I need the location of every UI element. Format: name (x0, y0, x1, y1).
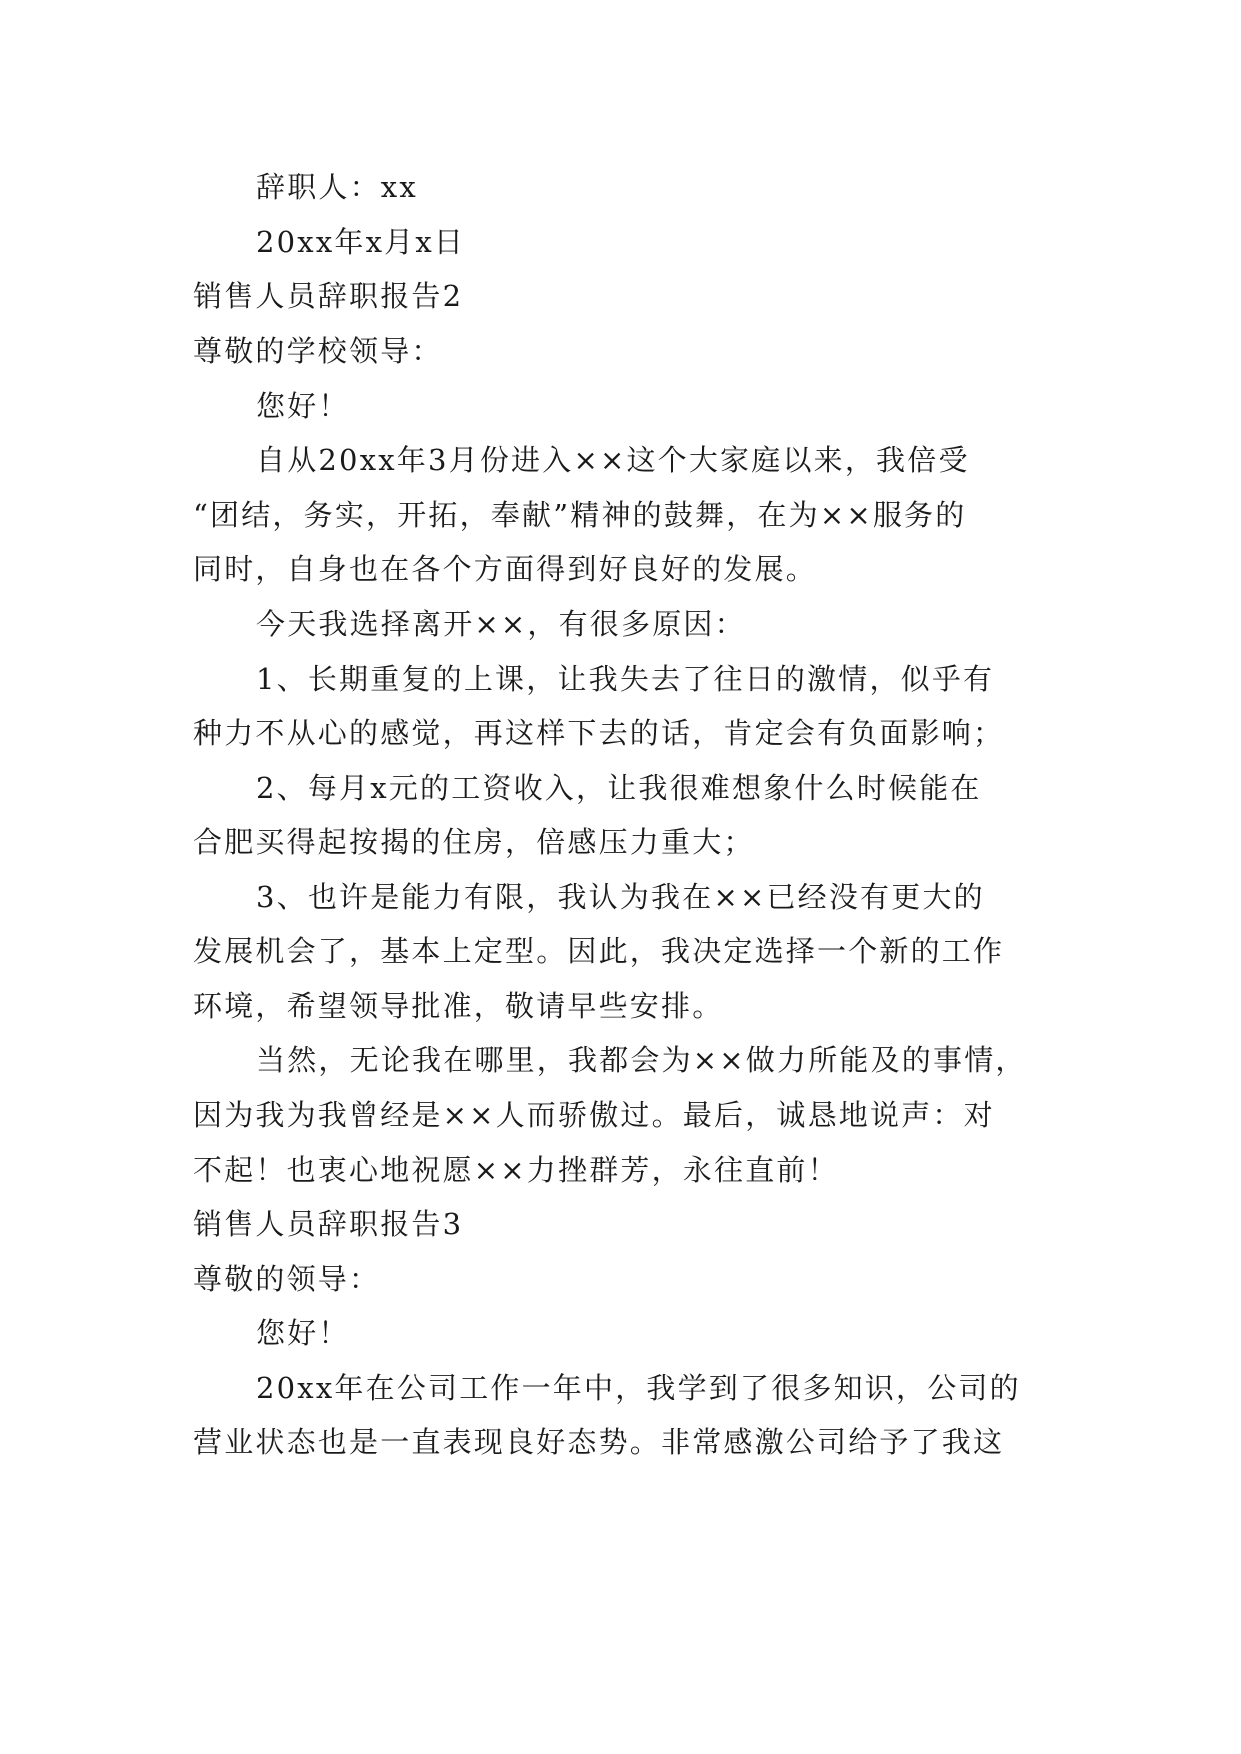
reason-3-line: 3、也许是能力有限，我认为我在××已经没有更大的 (256, 880, 985, 914)
reason-2-line: 2、每月x元的工资收入，让我很难想象什么时候能在 (256, 771, 982, 805)
paragraph-line: 因为我为我曾经是××人而骄傲过。最后，诚恳地说声：对 (193, 1098, 995, 1132)
report-3-title: 销售人员辞职报告3 (193, 1207, 464, 1241)
paragraph-line: 营业状态也是一直表现良好态势。非常感激公司给予了我这 (193, 1425, 1005, 1459)
greeting-line: 您好！ (256, 1316, 350, 1350)
reason-1-line: 1、长期重复的上课，让我失去了往日的激情，似乎有 (256, 662, 995, 696)
report-2-title: 销售人员辞职报告2 (193, 279, 464, 313)
paragraph-line: 同时，自身也在各个方面得到好良好的发展。 (193, 552, 818, 586)
reason-2-line: 合肥买得起按揭的住房，倍感压力重大； (193, 825, 755, 859)
reason-3-line: 环境，希望领导批准，敬请早些安排。 (193, 989, 724, 1023)
resigner-line: 辞职人：xx (256, 170, 418, 204)
paragraph-line: 不起！也衷心地祝愿××力挫群芳，永往直前！ (193, 1153, 839, 1187)
paragraph-line: 20xx年在公司工作一年中，我学到了很多知识，公司的 (256, 1371, 1021, 1405)
paragraph-line: 自从20xx年3月份进入××这个大家庭以来，我倍受 (256, 443, 970, 477)
reason-3-line: 发展机会了，基本上定型。因此，我决定选择一个新的工作 (193, 934, 1005, 968)
date-line: 20xx年x月x日 (256, 225, 466, 259)
salutation-school-leaders: 尊敬的学校领导： (193, 334, 443, 368)
salutation-leaders: 尊敬的领导： (193, 1262, 381, 1296)
paragraph-line: “团结，务实，开拓，奉献”精神的鼓舞，在为××服务的 (193, 498, 967, 532)
greeting-line: 您好！ (256, 389, 350, 423)
paragraph-line: 当然，无论我在哪里，我都会为××做力所能及的事情， (256, 1043, 1027, 1077)
reason-1-line: 种力不从心的感觉，再这样下去的话，肯定会有负面影响； (193, 716, 1005, 750)
paragraph-line: 今天我选择离开××，有很多原因： (256, 607, 746, 641)
